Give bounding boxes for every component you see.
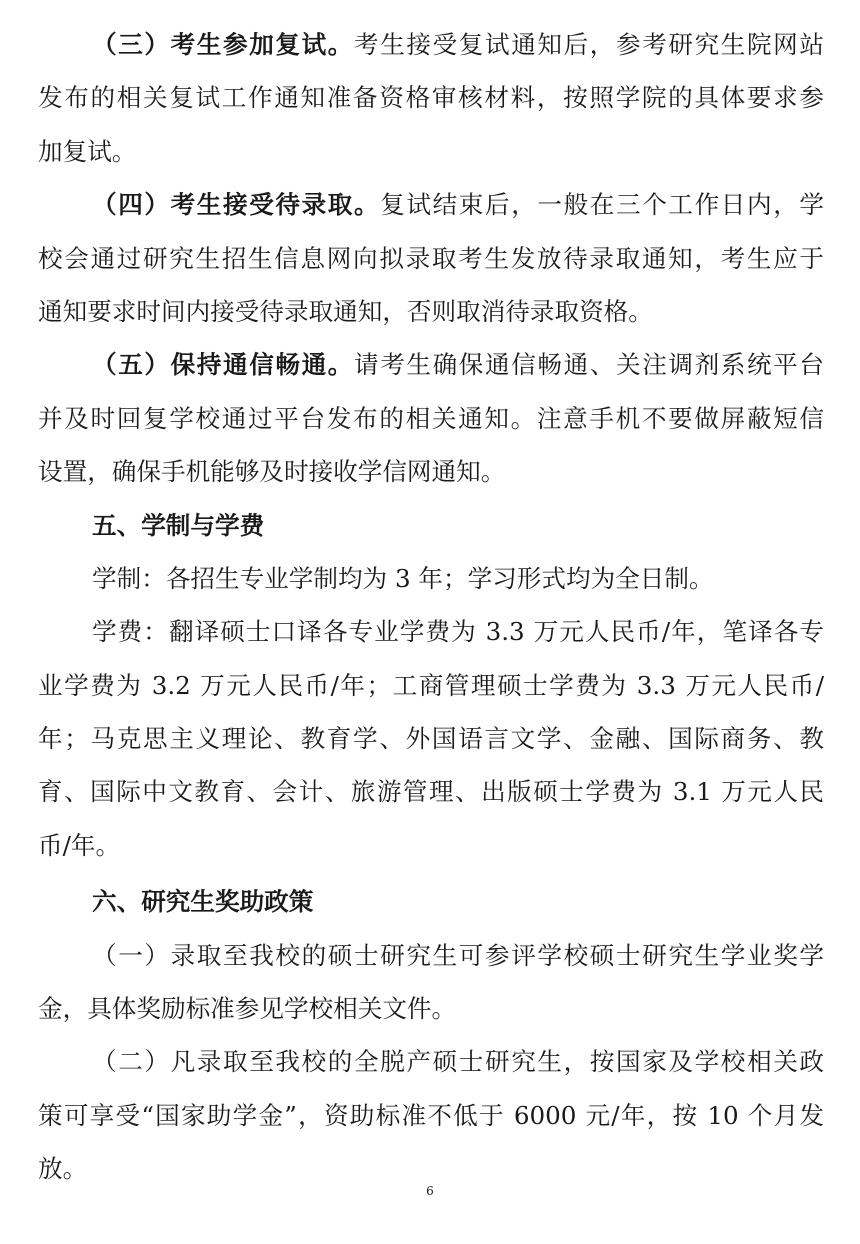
page-number: 6	[426, 1184, 434, 1198]
fee-line3: 年；马克思主义理论、教育学、外国语言文学、金融、国际商务、教	[38, 724, 824, 754]
fee-line1: 学费：翻译硕士口译各专业学费为 3.3 万元人民币/年，笔译各专	[92, 617, 824, 647]
paragraph-communication-line3: 设置，确保手机能够及时接收学信网通知。	[38, 457, 506, 487]
paragraph-retest-line2: 发布的相关复试工作通知准备资格审核材料，按照学院的具体要求参	[38, 83, 824, 113]
scholarship-item2-line1: （二）凡录取至我校的全脱产硕士研究生，按国家及学校相关政	[92, 1047, 824, 1077]
scholarship-item1-line2: 金，具体奖励标准参见学校相关文件。	[38, 994, 457, 1024]
heading-communication: （五）保持通信畅通。	[92, 350, 354, 380]
duration-line: 学制：各招生专业学制均为 3 年；学习形式均为全日制。	[92, 563, 714, 593]
section-heading-scholarship: 六、研究生奖助政策	[92, 887, 314, 917]
heading-retest: （三）考生参加复试。	[92, 30, 354, 59]
heading-admission: （四）考生接受待录取。	[92, 190, 381, 220]
paragraph-retest-line3: 加复试。	[38, 136, 137, 166]
paragraph-communication-line2: 并及时回复学校通过平台发布的相关通知。注意手机不要做屏蔽短信	[38, 403, 824, 433]
scholarship-item2-line3: 放。	[38, 1154, 88, 1184]
paragraph-admission-line2: 校会通过研究生招生信息网向拟录取考生发放待录取通知，考生应于	[38, 243, 824, 273]
fee-line2: 业学费为 3.2 万元人民币/年；工商管理硕士学费为 3.3 万元人民币/	[38, 670, 824, 700]
paragraph-admission-line3: 通知要求时间内接受待录取通知，否则取消待录取资格。	[38, 296, 653, 326]
paragraph-communication-line1: （五）保持通信畅通。请考生确保通信畅通、关注调剂系统平台	[92, 350, 824, 380]
fee-line5: 币/年。	[38, 830, 121, 860]
scholarship-item2-line2: 策可享受“国家助学金”，资助标准不低于 6000 元/年，按 10 个月发	[38, 1100, 824, 1130]
paragraph-admission-line1: （四）考生接受待录取。复试结束后，一般在三个工作日内，学	[92, 190, 824, 220]
fee-line4: 育、国际中文教育、会计、旅游管理、出版硕士学费为 3.1 万元人民	[38, 777, 824, 807]
paragraph-retest-line1: （三）考生参加复试。考生接受复试通知后，参考研究生院网站	[92, 30, 824, 59]
document-page	[38, 18, 824, 1196]
section-heading-duration-fees: 五、学制与学费	[92, 510, 265, 540]
scholarship-item1-line1: （一）录取至我校的硕士研究生可参评学校硕士研究生学业奖学	[92, 940, 824, 970]
